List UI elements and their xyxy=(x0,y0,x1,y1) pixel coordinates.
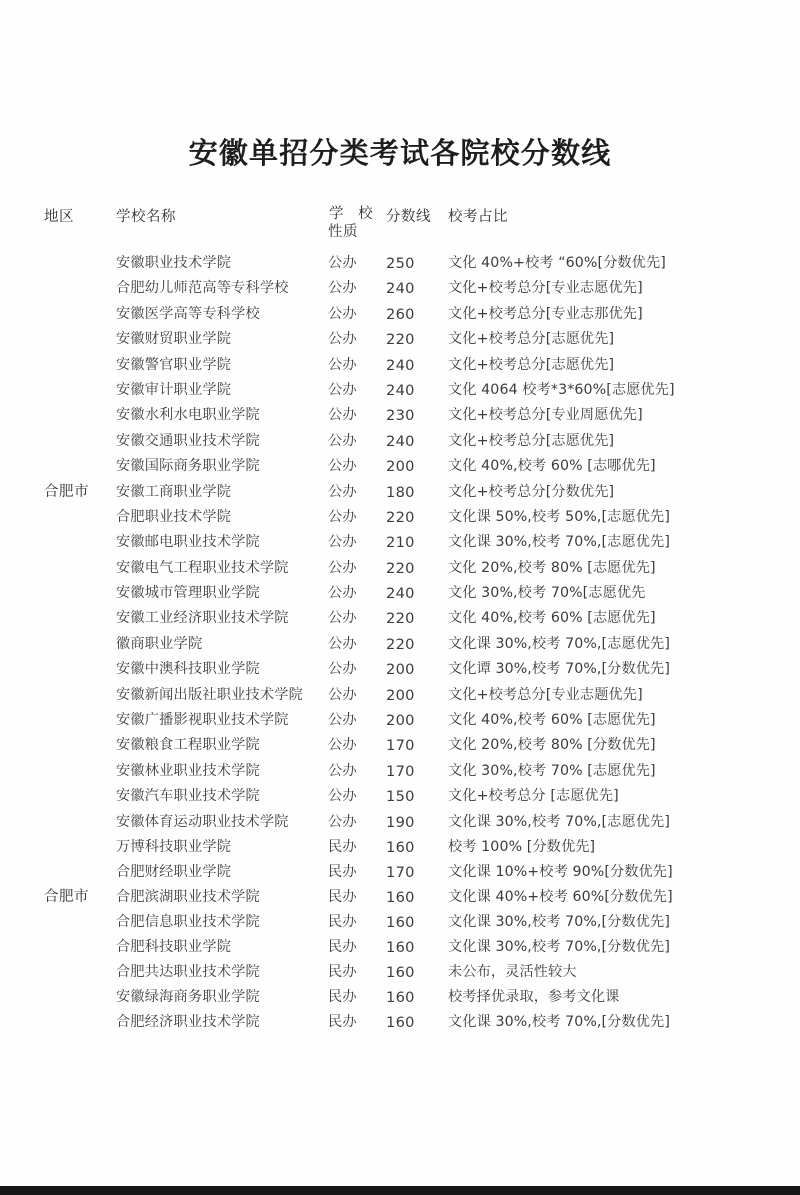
row-school-type: 公办 xyxy=(328,788,357,805)
row-region xyxy=(44,860,116,885)
row-region xyxy=(44,683,116,708)
row-school-type: 公办 xyxy=(328,508,357,525)
row-school-type: 公办 xyxy=(328,635,357,652)
row-region xyxy=(44,835,116,860)
row-school-name: 安徽审计职业学院 xyxy=(116,381,232,398)
table-row xyxy=(44,910,756,935)
table-row xyxy=(44,480,756,505)
row-score-line: 240 xyxy=(386,432,415,450)
row-score-line: 240 xyxy=(386,585,415,603)
row-school-type: 公办 xyxy=(328,813,357,830)
row-school-name: 安徽警官职业学院 xyxy=(116,356,232,373)
row-school-type: 民办 xyxy=(328,888,357,905)
table-row xyxy=(44,454,756,479)
row-school-type: 民办 xyxy=(328,988,357,1005)
row-score-line: 220 xyxy=(386,508,415,526)
row-exam-ratio: 文化 40%,校考 60% [志愿优先] xyxy=(448,610,656,627)
row-exam-ratio: 文化 40%+校考 “60%[分数优先] xyxy=(448,255,666,271)
row-region xyxy=(44,606,116,631)
row-school-type: 民办 xyxy=(328,863,357,880)
row-school-type: 公办 xyxy=(328,534,357,551)
row-school-type: 公办 xyxy=(328,356,357,373)
row-school-name: 合肥科技职业学院 xyxy=(116,938,232,955)
row-region xyxy=(44,556,116,581)
row-school-name: 万博科技职业学院 xyxy=(116,838,232,855)
table-row xyxy=(44,581,756,606)
row-school-name: 安徽工商职业学院 xyxy=(116,483,232,500)
row-score-line: 160 xyxy=(386,1013,415,1031)
row-exam-ratio: 文化课 30%,校考 70%,[志愿优先] xyxy=(448,635,670,652)
row-region xyxy=(44,327,116,352)
row-region xyxy=(44,505,116,530)
row-exam-ratio: 校考 100% [分数优先] xyxy=(448,838,596,855)
table-row xyxy=(44,556,756,581)
row-score-line: 230 xyxy=(386,407,415,425)
table-row xyxy=(44,403,756,428)
table-header-row xyxy=(44,205,756,251)
column-header-exam-ratio: 校考占比 xyxy=(448,209,508,225)
row-school-type: 公办 xyxy=(328,712,357,729)
row-exam-ratio: 文化课 50%,校考 50%,[志愿优先] xyxy=(448,508,670,525)
row-school-type: 公办 xyxy=(328,458,357,475)
row-school-name: 安徽中澳科技职业学院 xyxy=(116,661,260,678)
row-region xyxy=(44,759,116,784)
row-school-type: 民办 xyxy=(328,938,357,955)
column-header-school-type xyxy=(328,205,386,251)
row-exam-ratio: 文化课 30%,校考 70%,[分数优先] xyxy=(448,1013,670,1030)
row-school-name: 合肥滨湖职业技术学院 xyxy=(116,888,260,905)
row-score-line: 250 xyxy=(386,255,415,272)
row-score-line: 160 xyxy=(386,963,415,981)
row-exam-ratio: 文化课 10%+校考 90%[分数优先] xyxy=(448,863,673,880)
row-region xyxy=(44,302,116,327)
row-score-line: 200 xyxy=(386,661,415,679)
row-exam-ratio: 文化 20%,校考 80% [志愿优先] xyxy=(448,559,656,576)
row-score-line: 200 xyxy=(386,686,415,704)
row-region xyxy=(44,581,116,606)
row-school-type: 公办 xyxy=(328,432,357,449)
column-header-school-type-line1: 学 校 xyxy=(329,206,378,222)
table-row xyxy=(44,276,756,301)
row-region xyxy=(44,378,116,403)
row-school-name: 安徽林业职业技术学院 xyxy=(116,762,260,779)
row-exam-ratio: 文化+校考总分[志愿优先] xyxy=(448,356,615,373)
row-school-name: 合肥职业技术学院 xyxy=(116,508,232,525)
page-title: 安徽单招分类考试各院校分数线 xyxy=(188,136,612,170)
row-exam-ratio: 文化+校考总分[专业志愿优先] xyxy=(448,280,643,297)
row-region xyxy=(44,657,116,682)
row-school-type: 公办 xyxy=(328,305,357,322)
table-row xyxy=(44,251,756,276)
row-score-line: 180 xyxy=(386,483,415,501)
row-score-line: 260 xyxy=(386,305,415,323)
row-score-line: 190 xyxy=(386,813,415,831)
row-exam-ratio: 校考择优录取，参考文化课 xyxy=(448,988,620,1005)
row-exam-ratio: 文化课 30%,校考 70%,[分数优先] xyxy=(448,938,670,955)
row-school-name: 合肥经济职业技术学院 xyxy=(116,1013,260,1030)
row-school-name: 合肥财经职业学院 xyxy=(116,863,232,880)
row-score-line: 170 xyxy=(386,762,415,780)
row-exam-ratio: 文化+校考总分[志愿优先] xyxy=(448,432,615,449)
row-exam-ratio: 文化 4064 校考*3*60%[志愿优先] xyxy=(448,381,675,398)
row-region xyxy=(44,935,116,960)
column-header-school-type-line2: 性质 xyxy=(328,224,358,240)
table-row xyxy=(44,353,756,378)
row-school-name: 安徽财贸职业学院 xyxy=(116,331,232,348)
row-region xyxy=(44,530,116,555)
row-exam-ratio: 文化+校考总分[专业周愿优先] xyxy=(448,407,643,424)
row-school-name: 安徽水利水电职业学院 xyxy=(116,407,260,424)
row-school-name: 安徽广播影视职业技术学院 xyxy=(116,712,289,729)
table-row xyxy=(44,429,756,454)
row-school-type: 公办 xyxy=(328,255,357,271)
row-region xyxy=(44,276,116,301)
row-score-line: 220 xyxy=(386,331,415,349)
row-score-line: 220 xyxy=(386,559,415,577)
row-exam-ratio: 文化课 30%,校考 70%,[志愿优先] xyxy=(448,534,670,551)
row-score-line: 200 xyxy=(386,712,415,730)
table-row xyxy=(44,683,756,708)
table-row xyxy=(44,505,756,530)
row-school-type: 公办 xyxy=(328,610,357,627)
row-score-line: 240 xyxy=(386,356,415,374)
row-school-type: 公办 xyxy=(328,407,357,424)
row-score-line: 160 xyxy=(386,838,415,856)
row-score-line: 240 xyxy=(386,280,415,298)
row-school-name: 安徽医学高等专科学校 xyxy=(116,305,260,322)
row-exam-ratio: 文化 40%,校考 60% [志哪优先] xyxy=(448,458,656,475)
row-region xyxy=(44,1010,116,1035)
row-score-line: 160 xyxy=(386,938,415,956)
row-school-type: 公办 xyxy=(328,331,357,348)
row-school-type: 公办 xyxy=(328,762,357,779)
row-exam-ratio: 文化 40%,校考 60% [志愿优先] xyxy=(448,712,656,729)
row-score-line: 200 xyxy=(386,458,415,476)
row-exam-ratio: 文化+校考总分[专业志题优先] xyxy=(448,686,643,703)
table-row xyxy=(44,1010,756,1035)
row-exam-ratio: 文化课 40%+校考 60%[分数优先] xyxy=(448,888,673,905)
row-school-name: 安徽电气工程职业技术学院 xyxy=(116,559,289,576)
table-row xyxy=(44,885,756,910)
row-score-line: 220 xyxy=(386,610,415,628)
row-exam-ratio: 文化 30%,校考 70%[志愿优先 xyxy=(448,585,646,602)
table-row xyxy=(44,327,756,352)
row-school-name: 安徽职业技术学院 xyxy=(116,255,232,271)
row-school-name: 安徽粮食工程职业学院 xyxy=(116,737,260,754)
row-exam-ratio: 文化 20%,校考 80% [分数优先] xyxy=(448,737,656,754)
table-row xyxy=(44,860,756,885)
row-school-type: 公办 xyxy=(328,381,357,398)
row-school-type: 民办 xyxy=(328,838,357,855)
row-region: 合肥市 xyxy=(44,483,89,500)
row-region: 合肥市 xyxy=(44,888,89,905)
row-score-line: 150 xyxy=(386,788,415,806)
row-score-line: 220 xyxy=(386,635,415,653)
row-school-name: 安徽汽车职业技术学院 xyxy=(116,788,260,805)
row-school-name: 合肥信息职业技术学院 xyxy=(116,913,260,930)
row-exam-ratio: 文化+校考总分 [志愿优先] xyxy=(448,788,619,805)
row-school-type: 民办 xyxy=(328,913,357,930)
table-row xyxy=(44,935,756,960)
row-region xyxy=(44,403,116,428)
row-region xyxy=(44,454,116,479)
table-row xyxy=(44,657,756,682)
row-school-name: 安徽交通职业技术学院 xyxy=(116,432,260,449)
table-row xyxy=(44,606,756,631)
row-score-line: 210 xyxy=(386,534,415,552)
row-school-name: 安徽邮电职业技术学院 xyxy=(116,534,260,551)
row-region xyxy=(44,353,116,378)
table-row xyxy=(44,835,756,860)
table-row xyxy=(44,530,756,555)
row-score-line: 160 xyxy=(386,913,415,931)
row-score-line: 170 xyxy=(386,863,415,881)
row-exam-ratio: 文化课 30%,校考 70%,[分数优先] xyxy=(448,913,670,930)
row-school-name: 安徽城市管理职业学院 xyxy=(116,585,260,602)
row-school-name: 合肥幼儿师范高等专科学校 xyxy=(116,280,289,297)
row-score-line: 160 xyxy=(386,988,415,1006)
row-region xyxy=(44,910,116,935)
table-row xyxy=(44,302,756,327)
table-row xyxy=(44,378,756,403)
column-header-region: 地区 xyxy=(44,209,74,225)
row-school-name: 安徽国际商务职业学院 xyxy=(116,458,260,475)
row-region xyxy=(44,632,116,657)
row-region xyxy=(44,985,116,1010)
row-exam-ratio: 文化 30%,校考 70% [志愿优先] xyxy=(448,762,656,779)
row-school-type: 民办 xyxy=(328,963,357,980)
row-exam-ratio: 文化+校考总分[专业志那优先] xyxy=(448,305,643,322)
row-region xyxy=(44,810,116,835)
row-school-name: 安徽新闻出版社职业技术学院 xyxy=(116,686,304,703)
row-school-name: 徽商职业学院 xyxy=(116,635,203,652)
table-row xyxy=(44,960,756,985)
row-school-type: 公办 xyxy=(328,280,357,297)
row-region xyxy=(44,733,116,758)
row-score-line: 160 xyxy=(386,888,415,906)
table-row xyxy=(44,708,756,733)
row-school-type: 公办 xyxy=(328,661,357,678)
row-exam-ratio: 文化课 30%,校考 70%,[志愿优先] xyxy=(448,813,670,830)
row-school-name: 安徽工业经济职业技术学院 xyxy=(116,610,289,627)
row-region xyxy=(44,429,116,454)
row-school-type: 公办 xyxy=(328,585,357,602)
row-school-name: 安徽绿海商务职业学院 xyxy=(116,988,260,1005)
row-school-name: 合肥共达职业技术学院 xyxy=(116,963,260,980)
table-row xyxy=(44,632,756,657)
row-region xyxy=(44,784,116,809)
column-header-school: 学校名称 xyxy=(116,209,176,225)
row-score-line: 170 xyxy=(386,737,415,755)
table-row xyxy=(44,759,756,784)
column-header-score-line: 分数线 xyxy=(386,209,431,225)
row-region xyxy=(44,708,116,733)
row-school-type: 公办 xyxy=(328,559,357,576)
table-row xyxy=(44,733,756,758)
table-header xyxy=(44,205,756,251)
row-school-type: 公办 xyxy=(328,483,357,500)
table-row xyxy=(44,784,756,809)
table-row xyxy=(44,985,756,1010)
row-score-line: 240 xyxy=(386,381,415,399)
table-row xyxy=(44,810,756,835)
table-body xyxy=(44,251,756,1035)
row-exam-ratio: 文化谭 30%,校考 70%,[分数优先] xyxy=(448,661,670,678)
bottom-edge-strip xyxy=(0,1186,800,1195)
row-school-type: 公办 xyxy=(328,686,357,703)
row-school-type: 公办 xyxy=(328,737,357,754)
row-exam-ratio: 文化+校考总分[志愿优先] xyxy=(448,331,615,348)
row-exam-ratio: 未公布，灵活性较大 xyxy=(448,963,577,980)
row-exam-ratio: 文化+校考总分[分数优先] xyxy=(448,483,615,500)
row-school-type: 民办 xyxy=(328,1013,357,1030)
score-line-table xyxy=(44,205,756,1035)
row-school-name: 安徽体育运动职业技术学院 xyxy=(116,813,289,830)
row-region xyxy=(44,251,116,276)
row-region xyxy=(44,960,116,985)
